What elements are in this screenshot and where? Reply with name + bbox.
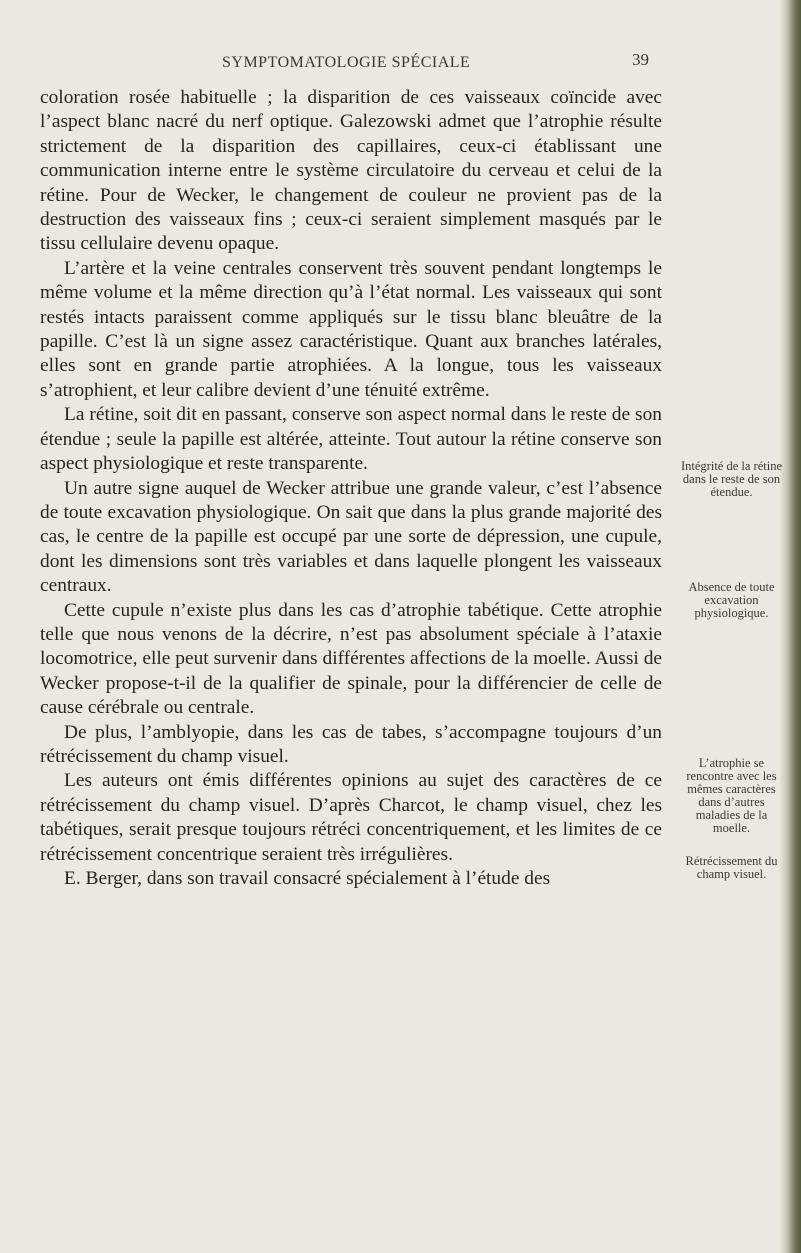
margin-note: Intégrité de la rétine dans le reste de son étendue.	[681, 459, 782, 499]
page-edge	[779, 0, 801, 1253]
running-title: SYMPTOMATOLOGIE SPÉCIALE	[222, 54, 471, 71]
paragraph: coloration rosée habituelle ; la disparition de ces vaisseaux coïncide avec l’aspect blanc nacré du nerf optique. Galezowski admet que l’atrophie résulte strictement de la disparition des capillaires, ceux-ci établissant une communication interne entre le système circulatoire du cerveau et celui de la rétine. Pour de Wecker, le changement de couleur ne provient pas de la destruction des vaisseaux fins ; ceux-ci seraient simplement masqués par le tissu cellulaire devenu opaque.	[40, 87, 662, 255]
paragraph: Un autre signe auquel de Wecker attribue une grande valeur, c’est l’absence de toute excavation physiologique. On sait que dans la plus grande majorité des cas, le centre de la papille est occupé par une sorte de dépression, une cupule, dont les dimensions sont très variables et dans laquelle plongent les vaisseaux centraux.	[40, 477, 662, 597]
margin-note: Rétrécissement du champ visuel.	[685, 854, 778, 881]
paragraph: De plus, l’amblyopie, dans les cas de tabes, s’accompagne toujours d’un rétrécissement du champ visuel.	[40, 721, 662, 767]
paragraph: Les auteurs ont émis différentes opinions au sujet des caractères de ce rétrécissement du champ visuel. D’après Charcot, le champ visuel, chez les tabétiques, serait presque toujours rétréci concentriquement, et les limites de ce rétrécissement concentrique seraient très irrégulières.	[40, 770, 662, 865]
page-header	[0, 50, 801, 74]
paragraph: L’artère et la veine centrales conservent très souvent pendant longtemps le même volume et la même direction qu’à l’état normal. Les vaisseaux qui sont restés intacts paraissent comme appliqués sur le tissu blanc bleuâtre de la papille. C’est là un signe assez caractéristique. Quant aux branches latérales, elles sont en grande partie atrophiées. A la longue, tous les vaisseaux s’atrophient, et leur calibre devient d’une ténuité extrême.	[40, 257, 662, 401]
paragraph: Cette cupule n’existe plus dans les cas d’atrophie tabétique. Cette atrophie telle que nous venons de la décrire, n’est pas absolument spéciale à l’ataxie locomotrice, elle peut survenir dans différentes affections de la moelle. Aussi de Wecker propose-t-il de la qualifier de spinale, pour la différencier de celle de cause cérébrale ou centrale.	[40, 599, 662, 719]
page-number: 39	[632, 50, 649, 69]
margin-note: L’atrophie se rencontre avec les mêmes caractères dans d’autres maladies de la moelle.	[686, 756, 777, 835]
body-text	[40, 86, 662, 891]
paragraph: E. Berger, dans son travail consacré spécialement à l’étude des	[64, 868, 551, 889]
paragraph: La rétine, soit dit en passant, conserve son aspect normal dans le reste de son étendue ; seule la papille est altérée, atteinte. Tout autour la rétine conserve son aspect physiologique et reste transparente.	[40, 404, 662, 475]
margin-note: Absence de toute excavation physiologique.	[688, 580, 775, 620]
